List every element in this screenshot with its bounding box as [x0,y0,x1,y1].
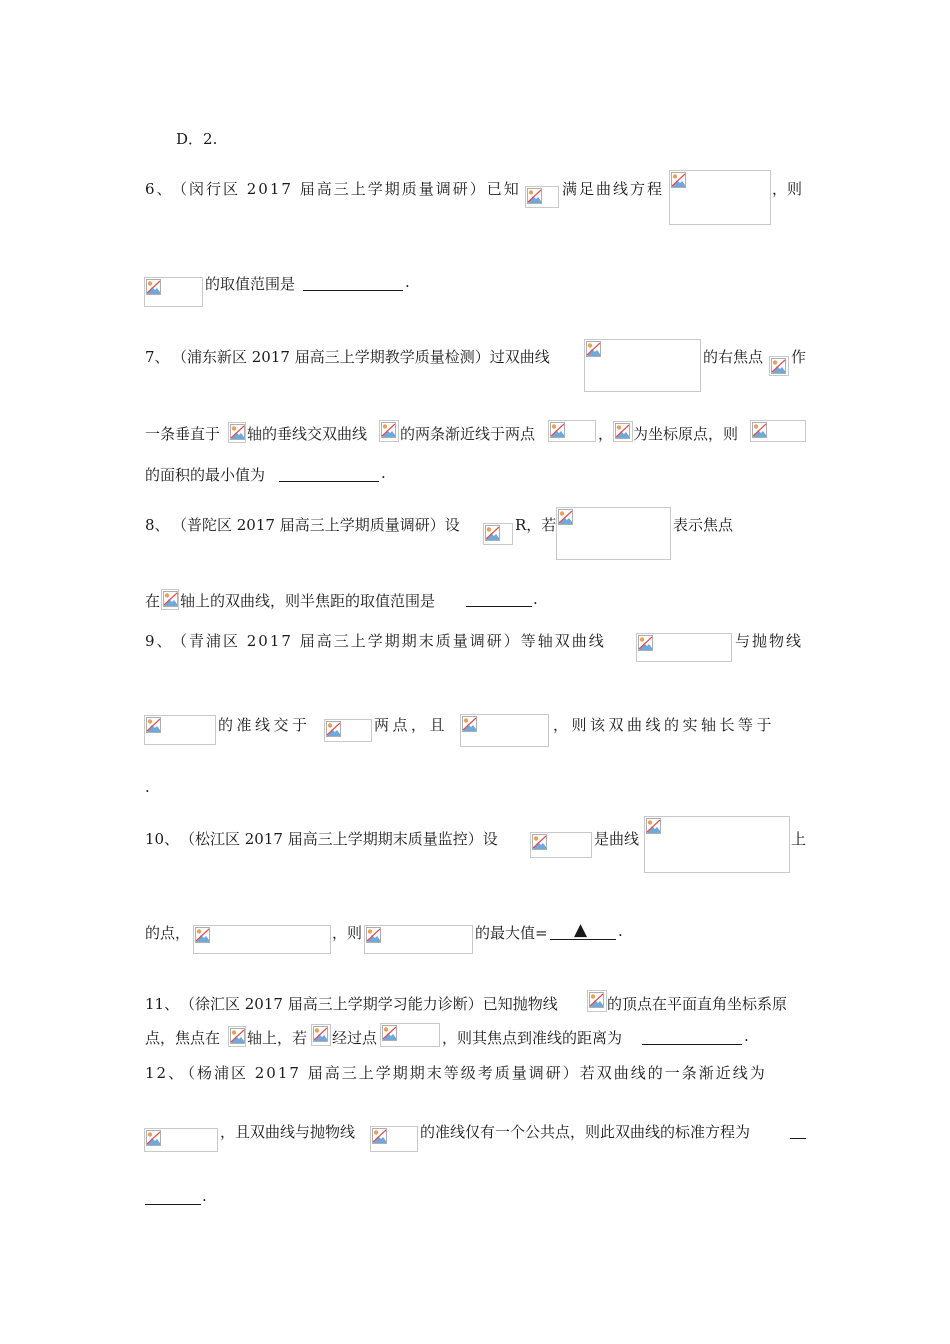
q7-answer-blank[interactable] [279,480,379,482]
broken-image-icon [372,1128,387,1144]
q7-formula-image-3 [228,422,246,443]
q6-source: （闵行区 2017 届高三上学期质量调研）已知 [172,180,521,198]
q12-formula-image-1 [144,1128,218,1152]
q5-option-d: D．2. [176,130,218,148]
q10-answer-mark: ▲ [574,920,588,940]
broken-image-icon [638,635,653,651]
broken-image-icon [146,279,161,295]
q7-formula-image-1 [584,339,701,392]
q11-source: （徐汇区 2017 届高三上学期学习能力诊断）已知抛物线 [180,995,558,1013]
q11-formula-image-4 [380,1023,440,1047]
q6-formula-image-3 [144,277,203,307]
q11-text-a: 的顶点在平面直角坐标系原 [607,995,788,1013]
q7-text-b: 作 [791,348,807,366]
q6-text-a: 满足曲线方程 [562,180,665,198]
q10-formula-image-2 [644,816,790,873]
q7-text-a: 的右焦点 [703,348,764,366]
q7-formula-image-2 [769,356,789,376]
q7-formula-image-5 [548,420,596,442]
broken-image-icon [586,341,601,357]
broken-image-icon [771,358,786,374]
q10-formula-image-3 [193,925,331,954]
q7-source: （浦东新区 2017 届高三上学期教学质量检测）过双曲线 [172,348,550,366]
q8-answer-blank[interactable] [466,605,532,607]
q8-end: . [533,590,538,608]
broken-image-icon [589,992,604,1008]
q8-text-b: 表示焦点 [673,516,734,534]
q6-number: 6、 [145,180,174,198]
q10-text-e: 的最大值= [475,924,548,942]
q9-text-b: 的准线交于 [218,716,311,734]
q10-text-d: ，则 [332,924,363,942]
q10-text-b: 上 [791,830,807,848]
q10-formula-image-1 [530,832,592,858]
q9-formula-image-3 [324,719,372,742]
q7-text-f: ， [598,425,614,443]
q11-text-b: 点，焦点在 [145,1029,221,1047]
q12-formula-image-2 [370,1126,418,1152]
q11-answer-blank[interactable] [642,1043,742,1045]
q10-formula-image-4 [364,925,473,954]
q6-end: . [405,273,410,291]
q11-text-d: 经过点 [332,1029,378,1047]
broken-image-icon [462,716,477,732]
broken-image-icon [313,1026,328,1042]
q11-formula-image-1 [587,990,607,1012]
broken-image-icon [752,422,767,438]
q11-text-e: ，则其焦点到准线的距离为 [442,1029,623,1047]
q7-formula-image-7 [750,420,806,442]
q10-text-c: 的点， [145,924,191,942]
q12-answer-blank-line2[interactable] [145,1203,201,1205]
q8-source: （普陀区 2017 届高三上学期质量调研）设 [172,516,460,534]
broken-image-icon [195,927,210,943]
q12-answer-blank-line1[interactable] [790,1137,806,1139]
broken-image-icon [558,509,573,525]
broken-image-icon [230,424,245,440]
q6-text-b: ，则 [772,180,803,198]
q12-text-a: ，且双曲线与抛物线 [220,1123,356,1141]
broken-image-icon [485,525,500,541]
q11-end: . [744,1027,749,1045]
q9-text-d: ，则该双曲线的实轴长等于 [553,716,776,734]
broken-image-icon [382,1025,397,1041]
q7-end: . [381,464,386,482]
q6-formula-image-2 [669,170,771,225]
q8-text-a: R，若 [515,516,557,534]
broken-image-icon [671,172,686,188]
q9-text-c: 两点，且 [374,716,449,734]
broken-image-icon [646,818,661,834]
broken-image-icon [146,1130,161,1146]
q10-source: （松江区 2017 届高三上学期期末质量监控）设 [180,830,498,848]
broken-image-icon [615,423,630,439]
q6-formula-image-1 [525,186,559,208]
q8-number: 8、 [145,516,170,534]
q11-formula-image-2 [228,1026,246,1047]
q8-text-c: 在 [145,592,161,610]
broken-image-icon [146,717,161,733]
q7-text-g: 为坐标原点，则 [633,425,739,443]
q6-text-c: 的取值范围是 [205,275,296,293]
q12-text-b: 的准线仅有一个公共点，则此双曲线的标准方程为 [420,1123,751,1141]
q12-source: （杨浦区 2017 届高三上学期期末等级考质量调研）若双曲线的一条渐近线为 [180,1064,767,1082]
q7-formula-image-6 [613,421,633,442]
q9-source: （青浦区 2017 届高三上学期期末质量调研）等轴双曲线 [172,632,606,650]
q12-end: . [202,1187,207,1205]
q10-text-a: 是曲线 [594,830,640,848]
broken-image-icon [381,422,396,438]
broken-image-icon [230,1028,245,1044]
q10-end: . [618,922,623,940]
q10-number: 10、 [145,830,180,848]
q7-formula-image-4 [379,420,399,442]
broken-image-icon [163,591,178,607]
q7-text-e: 的两条渐近线于两点 [400,425,536,443]
q9-text-a: 与抛物线 [735,632,804,650]
q9-number: 9、 [145,632,174,650]
q8-formula-image-2 [556,507,671,560]
q8-formula-image-1 [483,523,513,545]
broken-image-icon [527,188,542,204]
q7-text-h: 的面积的最小值为 [145,466,266,484]
q8-formula-image-3 [161,589,179,610]
q7-text-d: 轴的垂线交双曲线 [247,425,368,443]
q7-text-c: 一条垂直于 [145,425,221,443]
broken-image-icon [326,721,341,737]
broken-image-icon [366,927,381,943]
q9-formula-image-1 [636,633,732,662]
q9-formula-image-2 [144,715,216,745]
q11-number: 11、 [145,995,180,1013]
broken-image-icon [532,834,547,850]
q11-text-c: 轴上，若 [247,1029,308,1047]
q9-end: . [145,778,150,796]
broken-image-icon [550,422,565,438]
q9-formula-image-4 [460,714,549,747]
q8-text-d: 轴上的双曲线，则半焦距的取值范围是 [180,592,436,610]
q7-number: 7、 [145,348,170,366]
q12-number: 12、 [145,1064,186,1082]
q6-answer-blank[interactable] [303,289,403,291]
q11-formula-image-3 [311,1024,331,1046]
